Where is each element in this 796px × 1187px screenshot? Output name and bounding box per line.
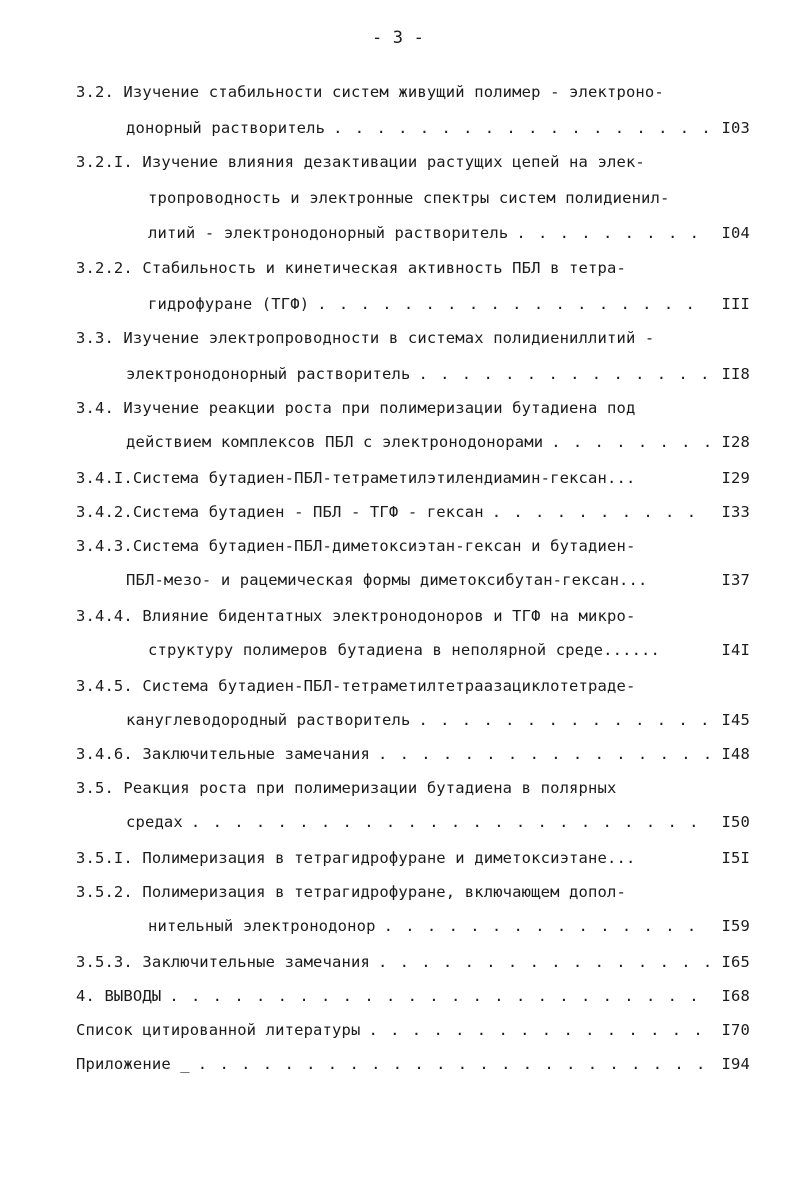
dot-leader xyxy=(317,292,710,316)
toc-entry-text: 3.5.I. Полимеризация в тетрагидрофуране и диметоксиэтане... xyxy=(76,849,636,867)
toc-entry-line xyxy=(76,500,750,524)
toc-entry-text: Список цитированной литературы xyxy=(76,1021,361,1039)
toc-page-number: III xyxy=(721,295,750,313)
toc-entry-text: 3.4.I.Система бутадиен-ПБЛ-тетраметилэтилендиамин-гексан... xyxy=(76,469,636,487)
toc-entry-text: 3.2.2. Стабильность и кинетическая активность ПБЛ в тетра- xyxy=(76,259,626,277)
toc-entry-line xyxy=(76,150,750,174)
toc-entry-text: 3.2. Изучение стабильности систем живущий полимер - электроно- xyxy=(76,83,664,101)
toc-entry-line xyxy=(76,466,750,490)
toc-entry-line xyxy=(76,1052,750,1076)
toc-entry-text: нительный электронодонор xyxy=(148,917,376,935)
toc-entry-line xyxy=(76,604,750,628)
toc-entry-line xyxy=(76,534,750,558)
dot-leader xyxy=(551,430,710,454)
toc-page-number: I94 xyxy=(721,1055,750,1073)
toc-entry-line xyxy=(126,116,750,140)
toc-entry-line xyxy=(126,362,750,386)
toc-entry-text: кануглеводородный растворитель xyxy=(126,711,411,729)
toc-entry-line xyxy=(126,708,750,732)
toc-entry-text: тропроводность и электронные спектры систем полидиенил- xyxy=(148,189,670,207)
toc-page-number: I37 xyxy=(721,571,750,589)
dot-leader xyxy=(191,810,710,834)
toc-page-number: I28 xyxy=(721,433,750,451)
toc-entry-line xyxy=(76,396,750,420)
toc-entry-text: 3.5.2. Полимеризация в тетрагидрофуране, включающем допол- xyxy=(76,883,626,901)
toc-entry-text: 3.4.6. Заключительные замечания xyxy=(76,745,370,763)
toc-entry-text: донорный растворитель xyxy=(126,119,326,137)
dot-leader xyxy=(378,742,710,766)
toc-entry-text: 3.3. Изучение электропроводности в системах полидиениллитий - xyxy=(76,329,655,347)
toc-entry-line xyxy=(148,292,750,316)
toc-page-number: II8 xyxy=(721,365,750,383)
toc-page-number: I5I xyxy=(721,849,750,867)
dot-leader xyxy=(418,362,710,386)
toc-page-number: I45 xyxy=(721,711,750,729)
toc-entry-text: действием комплексов ПБЛ с электронодонорами xyxy=(126,433,544,451)
toc-entry-line xyxy=(76,984,750,1008)
dot-leader xyxy=(384,914,710,938)
dot-leader xyxy=(418,708,710,732)
toc-page-number: I65 xyxy=(721,953,750,971)
toc-page-number: I29 xyxy=(721,469,750,487)
page-number: - 3 - xyxy=(372,28,424,48)
toc-entry-line xyxy=(76,880,750,904)
toc-entry-line xyxy=(126,568,750,592)
toc-entry-text: гидрофуране (ТГФ) xyxy=(148,295,310,313)
toc-page-number: I48 xyxy=(721,745,750,763)
dot-leader xyxy=(333,116,710,140)
dot-leader xyxy=(378,950,710,974)
toc-entry-text: ПБЛ-мезо- и рацемическая формы диметоксибутан-гексан... xyxy=(126,571,648,589)
toc-entry-text: 3.4.2.Система бутадиен - ПБЛ - ТГФ - гексан xyxy=(76,503,484,521)
toc-entry-line xyxy=(76,846,750,870)
toc-entry-text: структуру полимеров бутадиена в неполярной среде...... xyxy=(148,641,661,659)
toc-entry-line xyxy=(76,742,750,766)
dot-leader xyxy=(516,221,710,245)
toc-entry-text: 3.5.3. Заключительные замечания xyxy=(76,953,370,971)
toc-entry-line xyxy=(148,221,750,245)
toc-entry-line xyxy=(76,674,750,698)
dot-leader xyxy=(198,1052,710,1076)
toc-entry-line xyxy=(126,430,750,454)
toc-entry-line xyxy=(76,1018,750,1042)
toc-entry-text: 3.2.I. Изучение влияния дезактивации растущих цепей на элек- xyxy=(76,153,645,171)
toc-entry-text: литий - электронодонорный растворитель xyxy=(148,224,509,242)
dot-leader xyxy=(492,500,710,524)
toc-entry-text: 3.4.3.Система бутадиен-ПБЛ-диметоксиэтан-гексан и бутадиен- xyxy=(76,537,636,555)
toc-entry-text: 3.4.5. Система бутадиен-ПБЛ-тетраметилтетраазациклотетраде- xyxy=(76,677,636,695)
toc-entry-line xyxy=(76,776,750,800)
toc-page-number: I59 xyxy=(721,917,750,935)
toc-entry-text: 3.4.4. Влияние бидентатных электронодоноров и ТГФ на микро- xyxy=(76,607,636,625)
dot-leader xyxy=(368,1018,710,1042)
toc-entry-line xyxy=(148,638,750,662)
toc-entry-line xyxy=(76,256,750,280)
toc-entry-text: средах xyxy=(126,813,183,831)
toc-page-number: I50 xyxy=(721,813,750,831)
dot-leader xyxy=(169,984,710,1008)
toc-entry-line xyxy=(76,80,750,104)
toc-page-number: I03 xyxy=(721,119,750,137)
toc-entry-line xyxy=(148,914,750,938)
toc-entry-text: 3.4. Изучение реакции роста при полимеризации бутадиена под xyxy=(76,399,636,417)
toc-entry-line xyxy=(76,950,750,974)
toc-page-number: I33 xyxy=(721,503,750,521)
toc-page-number: I68 xyxy=(721,987,750,1005)
toc-entry-text: электронодонорный растворитель xyxy=(126,365,411,383)
toc-page-number: I70 xyxy=(721,1021,750,1039)
toc-page-number: I4I xyxy=(721,641,750,659)
toc-entry-text: 4. ВЫВОДЫ xyxy=(76,987,162,1005)
toc-entry-text: 3.5. Реакция роста при полимеризации бутадиена в полярных xyxy=(76,779,617,797)
toc-entry-line xyxy=(76,326,750,350)
toc-page-number: I04 xyxy=(721,224,750,242)
toc-entry-text: Приложение _ xyxy=(76,1055,190,1073)
toc-entry-line xyxy=(148,186,750,210)
toc-entry-line xyxy=(126,810,750,834)
